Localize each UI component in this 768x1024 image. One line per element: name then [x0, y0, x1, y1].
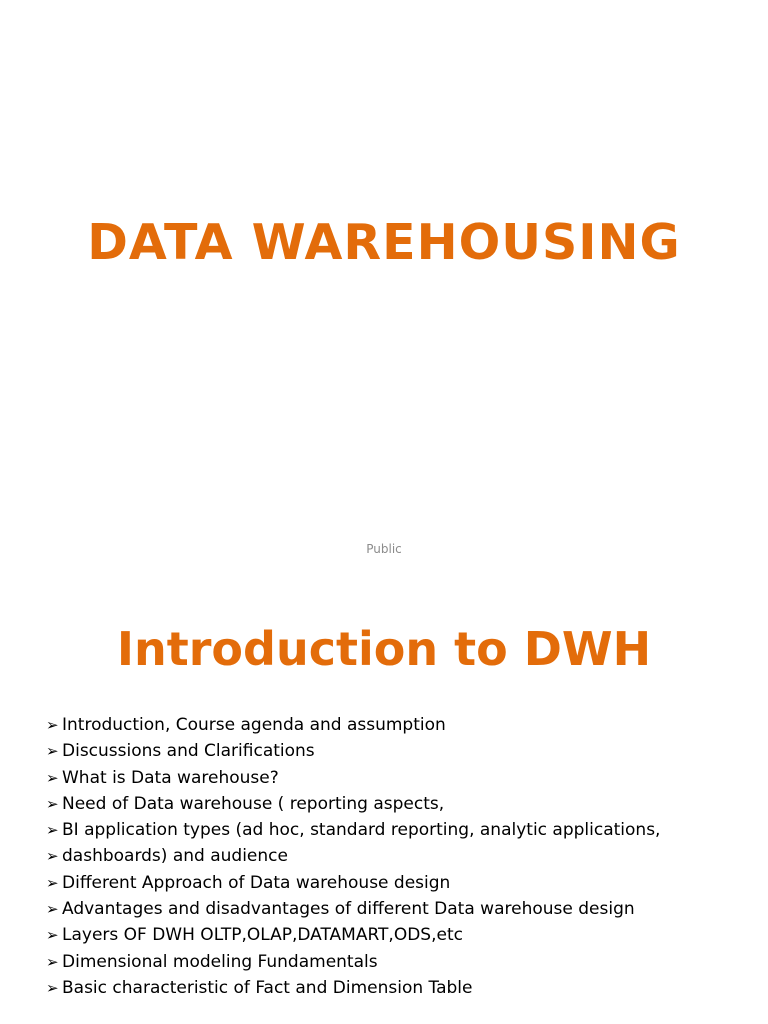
- list-item: [46, 898, 721, 922]
- slide-title: DATA WAREHOUSING: [87, 214, 681, 271]
- list-item: [46, 924, 721, 948]
- list-item-text: Dimensional modeling Fundamentals: [62, 951, 378, 972]
- arrowhead-bullet-icon: ➢: [46, 768, 59, 787]
- list-item-text: Basic characteristic of Fact and Dimension Table: [62, 977, 473, 998]
- slide-heading: Introduction to DWH: [116, 622, 652, 676]
- arrowhead-bullet-icon: ➢: [46, 716, 59, 734]
- arrowhead-bullet-icon: ➢: [46, 978, 59, 997]
- agenda-list: [46, 714, 721, 1003]
- list-item-text: Need of Data warehouse ( reporting aspects,: [62, 793, 445, 814]
- list-item: [46, 714, 721, 738]
- classification-label: Public: [366, 542, 402, 556]
- list-item: [46, 977, 721, 1001]
- list-item-text: Discussions and Clarifications: [62, 741, 315, 762]
- list-item: [46, 767, 721, 791]
- list-item: [46, 793, 721, 817]
- list-item-text: What is Data warehouse?: [62, 767, 279, 788]
- list-item-text: BI application types (ad hoc, standard reporting, analytic applications,: [62, 820, 661, 841]
- arrowhead-bullet-icon: ➢: [46, 847, 59, 866]
- list-item: [46, 872, 721, 896]
- arrowhead-bullet-icon: ➢: [46, 794, 59, 813]
- list-item: [46, 819, 721, 843]
- arrowhead-bullet-icon: ➢: [46, 873, 59, 892]
- arrowhead-bullet-icon: ➢: [46, 900, 59, 919]
- list-item: [46, 951, 721, 975]
- list-item-text: dashboards) and audience: [62, 846, 288, 867]
- agenda-slide: [0, 576, 768, 1024]
- arrowhead-bullet-icon: ➢: [46, 742, 59, 761]
- arrowhead-bullet-icon: ➢: [46, 952, 59, 971]
- list-item: [46, 845, 721, 869]
- list-item-text: Layers OF DWH OLTP,OLAP,DATAMART,ODS,etc: [62, 925, 463, 946]
- arrowhead-bullet-icon: ➢: [46, 926, 59, 945]
- list-item: [46, 740, 721, 764]
- list-item-text: Introduction, Course agenda and assumption: [62, 715, 446, 735]
- list-item-text: Advantages and disadvantages of different Data warehouse design: [62, 899, 635, 920]
- arrowhead-bullet-icon: ➢: [46, 821, 59, 840]
- list-item-text: Different Approach of Data warehouse design: [62, 872, 451, 893]
